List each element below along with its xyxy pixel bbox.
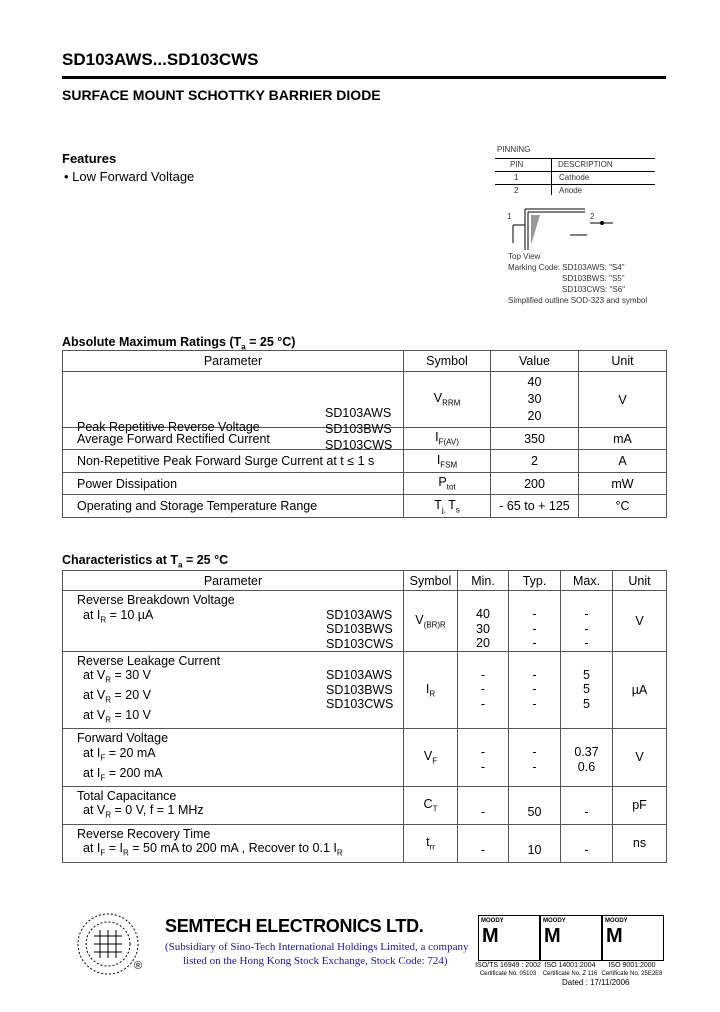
pinning-table (495, 158, 655, 197)
text-cell: Symbol (404, 351, 491, 372)
abs-max-table (62, 350, 667, 518)
characteristics-table (62, 570, 667, 863)
certification-badge: MOODY M (540, 915, 602, 961)
text-cell: MOODY (605, 918, 628, 924)
text-cell: - (532, 682, 537, 696)
text-cell: A (579, 450, 667, 473)
text-cell: mA (579, 428, 667, 450)
text-cell: ns (613, 824, 667, 862)
table-header-row (63, 351, 667, 372)
text-cell: V (579, 372, 667, 428)
text-cell: C (423, 796, 433, 811)
text-cell: Unit (613, 571, 667, 591)
text-cell: Symbol (404, 571, 458, 591)
text-cell: (BR)R (423, 620, 446, 629)
text-cell: SD103BWS (326, 682, 393, 697)
sod323-outline-diagram (505, 205, 615, 255)
text-cell: °C (579, 495, 667, 518)
text-cell: T (432, 804, 438, 814)
table-row: Reverse Recovery Time at $I_F = I_R = 50$ mA to 200 mA , Recover to 0.1 $I_R$ $t_{rr}$ - 10 - ns (63, 824, 667, 862)
caption-line: Simplified outline SOD-323 and symbol (508, 296, 648, 305)
pinning-title: PINNING (497, 145, 531, 154)
pin-number: 2 (514, 186, 519, 195)
caption-line: Marking Code: SD103AWS: "S4" (508, 263, 625, 272)
text-cell: Max. (561, 571, 613, 591)
text-cell: Operating and Storage Temperature Range (63, 495, 404, 518)
text-cell: FSM (440, 460, 458, 470)
table-row: Reverse Leakage Current at $V_R = 30$ V at $V_R = 20$ V at $V_R = 10$ V SD103AWS SD103BWS SD103CWS $I_R$ - - - - - - 5 5 5 µA (63, 651, 667, 729)
certificate-number: Certificate No. 05103 (479, 971, 537, 977)
text-cell: 5 (583, 667, 590, 682)
text-cell: SD103AWS (326, 607, 393, 622)
caption-line: SD103CWS: "S6" (562, 285, 626, 294)
text-cell: Parameter (63, 571, 404, 591)
text-cell: 350 (491, 428, 579, 450)
text-cell: pF (613, 786, 667, 824)
text-cell: 20 (527, 409, 542, 423)
text-cell: = 25 °C (182, 553, 229, 567)
text-cell: - (480, 696, 486, 711)
text-cell: Value (491, 351, 579, 372)
text-cell: - (584, 621, 589, 636)
text-cell: - (532, 759, 537, 774)
text-cell: mW (579, 473, 667, 495)
text-cell: s (455, 505, 460, 515)
text-cell: Reverse Recovery Time (77, 826, 211, 841)
company-subtitle (165, 940, 469, 968)
text-cell: MOODY (481, 918, 504, 924)
text-cell: 40 (476, 607, 490, 621)
text-cell: 200 (491, 473, 579, 495)
text-cell: (Subsidiary of Sino-Tech International Holdings Limited, a company (165, 941, 469, 953)
text-cell: 30 (476, 621, 490, 636)
text-cell: - (480, 842, 486, 857)
text-cell: tot (446, 482, 456, 492)
page-title: SD103AWS...SD103CWS (62, 50, 259, 69)
certification-standard: ISO 14001:2004 (544, 962, 596, 969)
text-cell: j, (441, 505, 449, 515)
text-cell: - (480, 804, 486, 819)
text-cell: Peak Repetitive Reverse Voltage (77, 419, 260, 434)
text-cell: - (480, 667, 486, 682)
pinning-caption (508, 251, 647, 306)
text-cell: = 25 °C) (245, 335, 296, 349)
table-row: Forward Voltage at $I_F = 20$ mA at $I_F = 200$ mA $V_F$ - - - - 0.37 0.6 V (63, 729, 667, 787)
text-cell: Unit (579, 351, 667, 372)
text-cell: 40 (527, 375, 542, 389)
text-cell: T (434, 497, 442, 512)
pin-number: 1 (514, 173, 519, 182)
text-cell: Average Forward Rectified Current (63, 428, 404, 450)
text-cell: I (435, 430, 439, 445)
text-cell: Non-Repetitive Peak Forward Surge Current at t ≤ 1 s (63, 450, 404, 473)
description-header: DESCRIPTION (558, 160, 613, 169)
text-cell: t (426, 834, 430, 849)
text-cell: V (613, 729, 667, 787)
text-cell: SD103AWS (325, 405, 392, 420)
text-cell: 30 (527, 392, 542, 406)
table-row (63, 495, 667, 518)
text-cell: SD103BWS (326, 622, 393, 636)
text-cell: Power Dissipation (63, 473, 404, 495)
text-cell: Reverse Leakage Current (77, 653, 221, 668)
text-cell: SD103AWS (326, 668, 393, 682)
text-cell: RRM (442, 398, 461, 408)
text-cell: Reverse Breakdown Voltage (77, 593, 235, 607)
certificate-number: Certificate No. Z 116 (542, 971, 598, 977)
text-cell: MOODY (543, 918, 566, 924)
certification-badge: MOODY M (478, 915, 540, 961)
text-cell: Forward Voltage (77, 731, 169, 745)
certification-badge: MOODY M (602, 915, 664, 961)
text-cell: 2 (491, 450, 579, 473)
text-cell: I (436, 452, 441, 467)
text-cell: - (532, 621, 537, 636)
table-row (63, 473, 667, 495)
text-cell: F(AV) (438, 437, 459, 447)
text-cell: V (613, 591, 667, 652)
semtech-logo (76, 912, 143, 976)
text-cell: P (438, 475, 447, 490)
text-cell: - (480, 759, 486, 774)
text-cell: - (532, 607, 537, 621)
pin2-label: 2 (590, 212, 595, 221)
text-cell: Characteristics at T (62, 553, 179, 567)
dated-label: Dated : 17/11/2006 (562, 978, 630, 987)
text-cell: - (532, 696, 537, 711)
table-row: Reverse Breakdown Voltage at $I_R = 10$ µA SD103AWS SD103BWS SD103CWS $V_{(BR)R}$ 40 30 20 - - - - - - V (63, 591, 667, 652)
company-name: SEMTECH ELECTRONICS LTD. (165, 916, 424, 936)
text-cell: 50 (527, 804, 542, 819)
text-cell: - 65 to + 125 (491, 495, 579, 518)
text-cell: - (480, 745, 486, 759)
text-cell: 5 (583, 682, 590, 696)
table-header-row (63, 571, 667, 591)
text-cell: rr (429, 842, 435, 852)
text-cell: V (433, 391, 443, 406)
text-cell: T (448, 497, 456, 512)
text-cell: SD103CWS (325, 437, 393, 452)
certification-standard: ISO 9001:2000 (608, 962, 656, 969)
feature-item: • Low Forward Voltage (64, 169, 195, 184)
text-cell: a (178, 560, 183, 570)
page-subtitle: SURFACE MOUNT SCHOTTKY BARRIER DIODE (62, 87, 381, 103)
certificate-number: Certificate No. 25E2E8 (601, 971, 663, 977)
table-row: Total Capacitance at $V_R = 0$ V, f = 1 MHz $C_T$ - 50 - pF (63, 786, 667, 824)
text-cell: - (584, 607, 589, 621)
text-cell: 20 (476, 636, 490, 650)
title-rule (62, 76, 666, 79)
text-cell: V (415, 612, 424, 627)
text-cell: SD103CWS (326, 697, 394, 711)
pin-header: PIN (510, 160, 524, 169)
table-row (63, 450, 667, 473)
text-cell: 0.37 (574, 745, 599, 759)
pin1-label: 1 (507, 212, 512, 221)
certification-standard: ISO/TS 16949 : 2002 (475, 962, 541, 969)
text-cell: R (429, 689, 436, 698)
text-cell: Parameter (63, 351, 404, 372)
text-cell: Total Capacitance (77, 788, 177, 803)
pin-description: Cathode (559, 173, 590, 182)
pin-description: Anode (559, 186, 583, 195)
text-cell: - (480, 682, 486, 696)
text-cell: µA (613, 651, 667, 729)
caption-line: Top View (508, 252, 541, 261)
characteristics-heading (62, 553, 228, 570)
text-cell: 0.6 (577, 759, 596, 774)
text-cell: - (532, 745, 537, 759)
text-cell: - (584, 804, 589, 819)
registered-mark: ® (134, 960, 143, 972)
caption-line: SD103BWS: "S5" (562, 274, 625, 283)
text-cell: listed on the Hong Kong Stock Exchange, Stock Code: 724) (183, 955, 448, 967)
text-cell: Typ. (509, 571, 561, 591)
text-cell: SD103BWS (325, 421, 392, 436)
features-heading: Features (62, 151, 117, 166)
table-row (63, 372, 667, 428)
text-cell: F (432, 756, 438, 766)
text-cell: SD103CWS (326, 636, 394, 651)
text-cell: I (425, 681, 430, 696)
text-cell: 5 (583, 696, 590, 711)
text-cell: a (241, 342, 246, 352)
text-cell: - (532, 667, 537, 682)
text-cell: - (584, 842, 589, 857)
text-cell: 10 (527, 842, 542, 857)
text-cell: - (584, 636, 589, 650)
text-cell: Min. (458, 571, 509, 591)
text-cell: V (423, 749, 433, 763)
text-cell: Absolute Maximum Ratings (T (62, 335, 242, 349)
text-cell: - (532, 636, 537, 650)
